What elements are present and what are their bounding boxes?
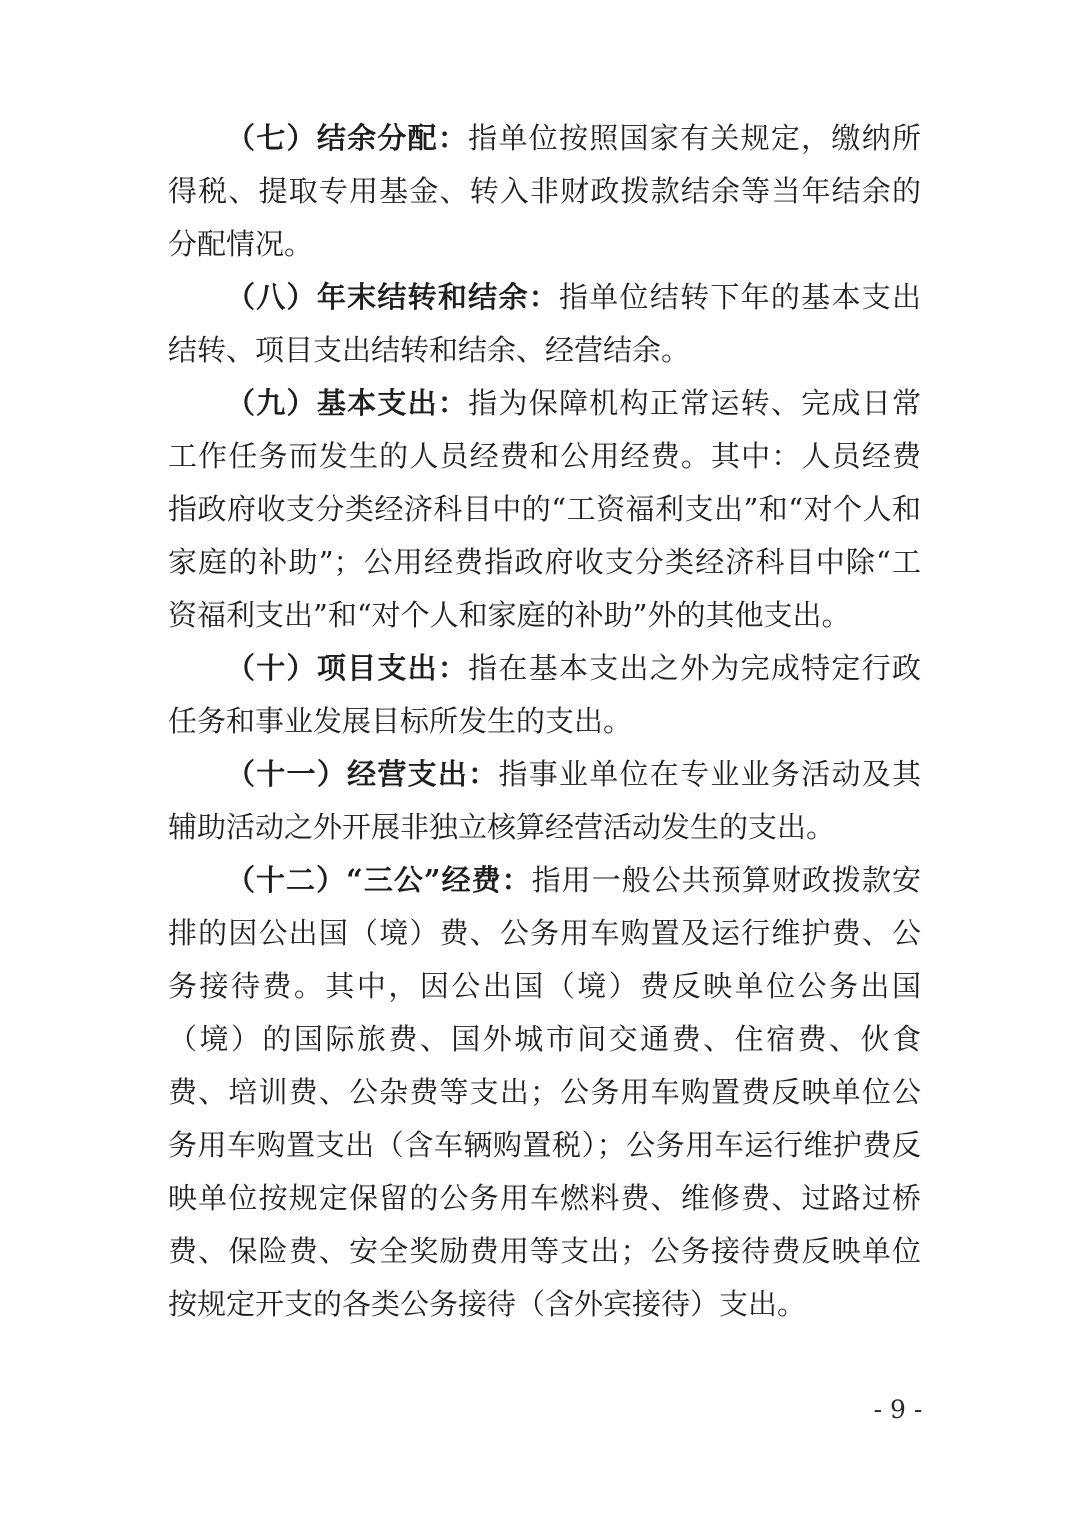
term-label-basic-expenditure: （九）基本支出： — [226, 386, 469, 420]
term-definition-project-expenditure: 指在基本支出之外为完成特定行政任务和事业发展目标所发生的支出。 — [168, 651, 921, 738]
term-definition-operating-expenditure: 指事业单位在专业业务活动及其辅助活动之外开展非独立核算经营活动发生的支出。 — [168, 757, 921, 844]
paragraph-term-10 — [168, 642, 921, 748]
term-definition-yearend-carryover: 指单位结转下年的基本支出结转、项目支出结转和结余、经营结余。 — [168, 280, 921, 367]
paragraph-term-9 — [168, 377, 921, 642]
term-definition-surplus-distribution: 指单位按照国家有关规定，缴纳所得税、提取专用基金、转入非财政拨款结余等当年结余的分配情况。 — [168, 121, 921, 261]
document-body — [168, 112, 921, 1331]
term-label-surplus-distribution: （七）结余分配： — [226, 121, 469, 155]
paragraph-term-12 — [168, 854, 921, 1331]
paragraph-term-7 — [168, 112, 921, 271]
paragraph-term-8 — [168, 271, 921, 377]
term-label-operating-expenditure: （十一）经营支出： — [226, 757, 499, 791]
term-label-three-public-funds: （十二）“三公”经费： — [226, 863, 532, 897]
paragraph-term-11 — [168, 748, 921, 854]
term-label-project-expenditure: （十）项目支出： — [226, 651, 469, 685]
term-label-yearend-carryover: （八）年末结转和结余： — [226, 280, 559, 314]
term-definition-three-public-funds: 指用一般公共预算财政拨款安排的因公出国（境）费、公务用车购置及运行维护费、公务接待费。其中，因公出国（境）费反映单位公务出国（境）的国际旅费、国外城市间交通费、住宿费、伙食费、培训费、公杂费等支出；公务用车购置费反映单位公务用车购置支出（含车辆购置税）；公务用车运行维护费反映单位按规定保留的公务用车燃料费、维修费、过路过桥费、保险费、安全奖励费用等支出；公务接待费反映单位按规定开支的各类公务接待（含外宾接待）支出。 — [168, 863, 921, 1321]
page-number: - 9 - — [873, 1395, 923, 1424]
term-definition-basic-expenditure: 指为保障机构正常运转、完成日常工作任务而发生的人员经费和公用经费。其中：人员经费指政府收支分类经济科目中的“工资福利支出”和“对个人和家庭的补助”；公用经费指政府收支分类经济科目中除“工资福利支出”和“对个人和家庭的补助”外的其他支出。 — [168, 386, 921, 632]
